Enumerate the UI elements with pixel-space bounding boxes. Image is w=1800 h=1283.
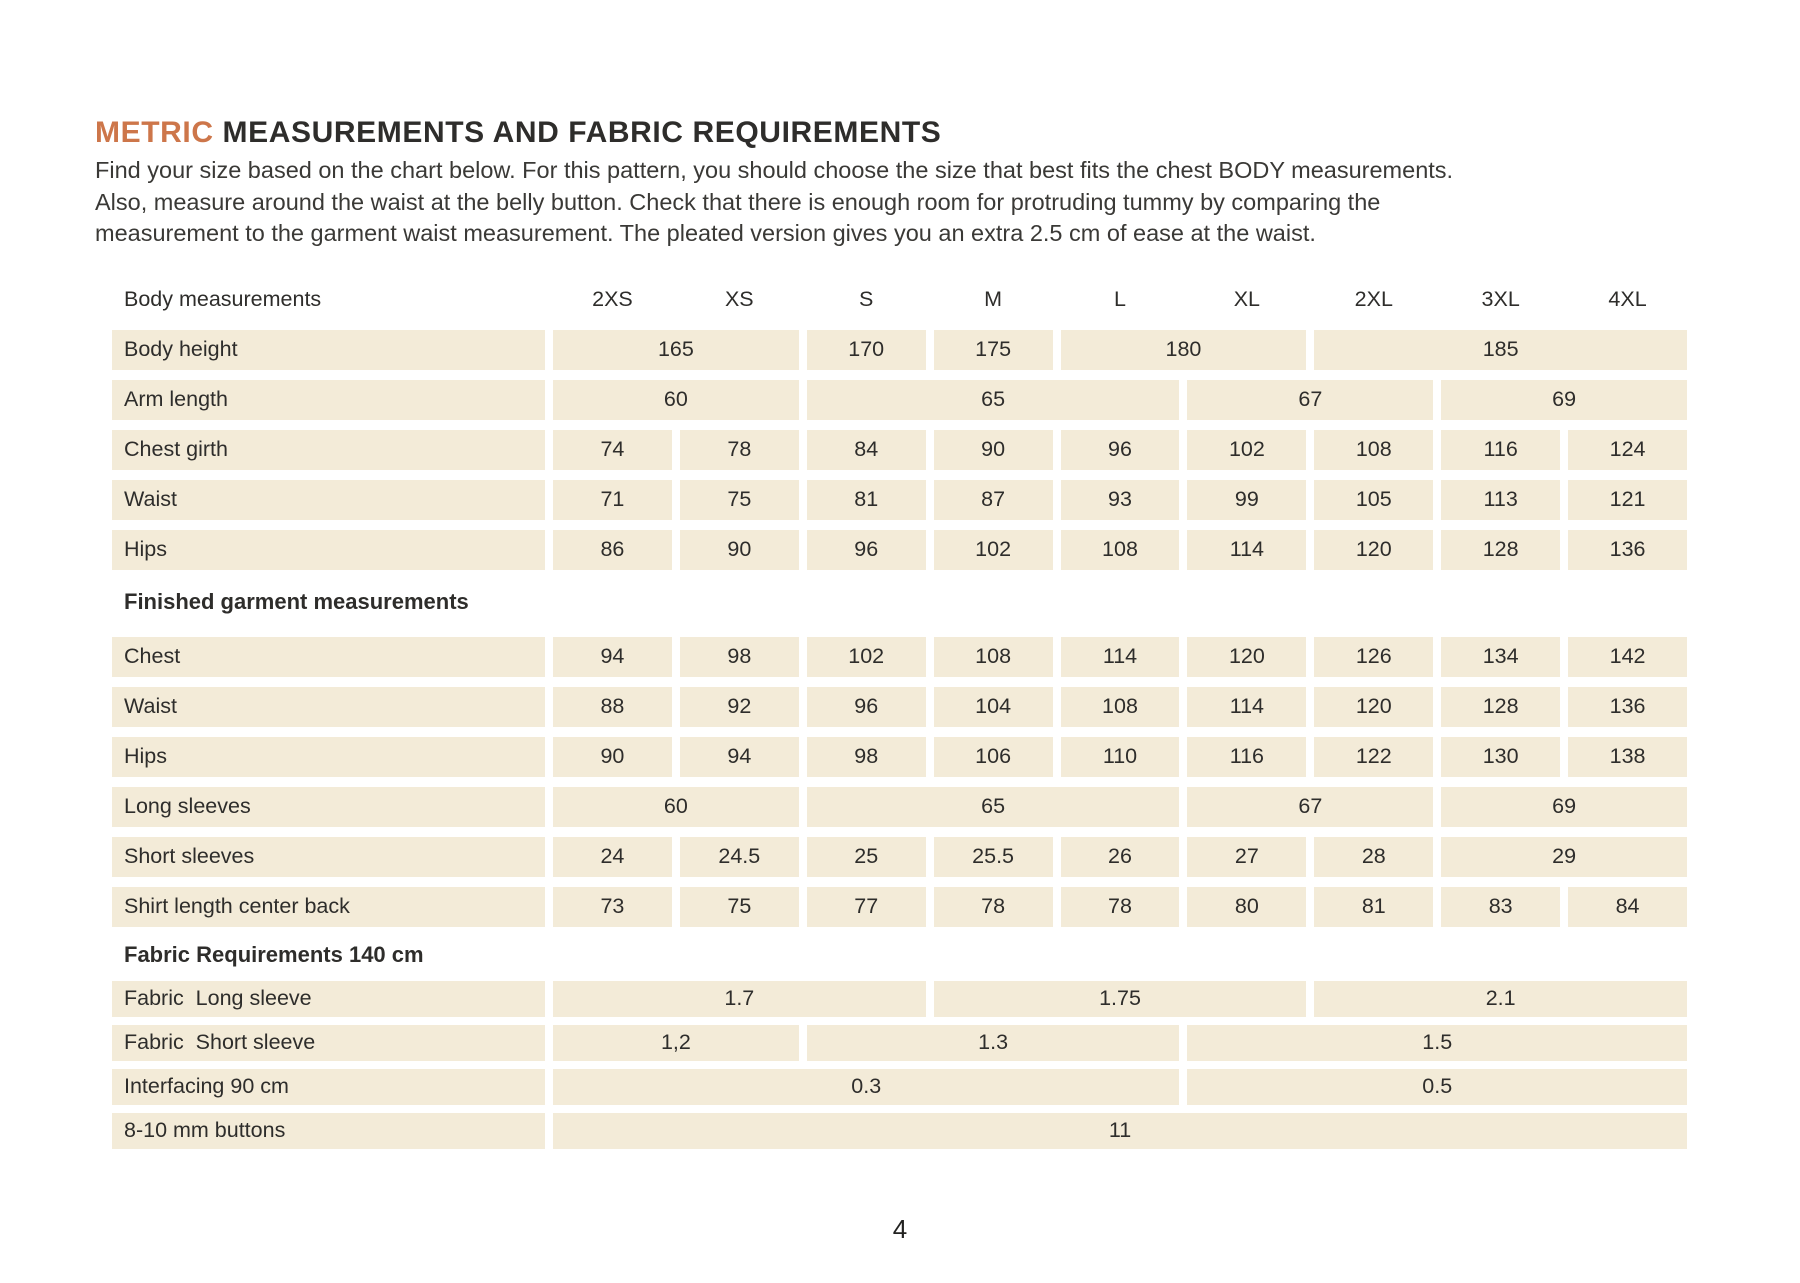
value-cell: 96 <box>807 530 926 570</box>
column-header-size-s: S <box>859 287 874 311</box>
row-label: Fabric Long sleeve <box>112 981 545 1017</box>
value-cell: 87 <box>934 480 1053 520</box>
table-row <box>112 1113 1687 1149</box>
table-row <box>112 430 1687 470</box>
value-cell: 67 <box>1187 787 1433 827</box>
value-cell: 69 <box>1441 380 1687 420</box>
row-label: Arm length <box>112 380 545 420</box>
page-title-rest: MEASUREMENTS AND FABRIC REQUIREMENTS <box>213 116 942 149</box>
value-cell: 128 <box>1441 687 1560 727</box>
value-cell: 93 <box>1061 480 1180 520</box>
value-cell: 136 <box>1568 530 1687 570</box>
value-cell: 114 <box>1061 637 1180 677</box>
table-row <box>112 1069 1687 1105</box>
value-cell: 88 <box>553 687 672 727</box>
column-header-size-2xs: 2XS <box>592 287 633 311</box>
value-cell: 28 <box>1314 837 1433 877</box>
table-row <box>112 637 1687 677</box>
value-cell: 73 <box>553 887 672 927</box>
size-chart-table <box>112 283 1687 1149</box>
column-header-size-l: L <box>1114 287 1126 311</box>
row-label: Chest girth <box>112 430 545 470</box>
value-cell: 98 <box>807 737 926 777</box>
value-cell: 1.3 <box>807 1025 1180 1061</box>
value-cell: 26 <box>1061 837 1180 877</box>
value-cell: 71 <box>553 480 672 520</box>
value-cell: 1.75 <box>934 981 1307 1017</box>
row-label: Hips <box>112 737 545 777</box>
value-cell: 67 <box>1187 380 1433 420</box>
value-cell: 138 <box>1568 737 1687 777</box>
value-cell: 81 <box>1314 887 1433 927</box>
table-row <box>112 530 1687 570</box>
table-row <box>112 1025 1687 1061</box>
value-cell: 25.5 <box>934 837 1053 877</box>
row-label: Hips <box>112 530 545 570</box>
value-cell: 78 <box>1061 887 1180 927</box>
value-cell: 65 <box>807 787 1180 827</box>
value-cell: 136 <box>1568 687 1687 727</box>
value-cell: 92 <box>680 687 799 727</box>
column-header-size-4xl: 4XL <box>1608 287 1647 311</box>
value-cell: 108 <box>1314 430 1433 470</box>
value-cell: 0.5 <box>1187 1069 1687 1105</box>
value-cell: 78 <box>680 430 799 470</box>
value-cell: 98 <box>680 637 799 677</box>
value-cell: 1.7 <box>553 981 926 1017</box>
section-heading: Fabric Requirements 140 cm <box>124 941 424 967</box>
row-label: Chest <box>112 637 545 677</box>
intro-paragraph <box>95 155 1800 250</box>
value-cell: 104 <box>934 687 1053 727</box>
value-cell: 75 <box>680 887 799 927</box>
row-label: Waist <box>112 687 545 727</box>
intro-line: Find your size based on the chart below. For this pattern, you should choose the size that best fits the chest BODY measurements. <box>95 157 1454 183</box>
table-row <box>112 787 1687 827</box>
value-cell: 134 <box>1441 637 1560 677</box>
value-cell: 116 <box>1187 737 1306 777</box>
value-cell: 1,2 <box>553 1025 799 1061</box>
value-cell: 121 <box>1568 480 1687 520</box>
row-label: Long sleeves <box>112 787 545 827</box>
value-cell: 24 <box>553 837 672 877</box>
table-row <box>112 480 1687 520</box>
value-cell: 170 <box>807 330 926 370</box>
value-cell: 126 <box>1314 637 1433 677</box>
value-cell: 65 <box>807 380 1180 420</box>
value-cell: 60 <box>553 787 799 827</box>
value-cell: 60 <box>553 380 799 420</box>
intro-line: measurement to the garment waist measurement. The pleated version gives you an extra 2.5 cm of ease at the waist. <box>95 220 1316 246</box>
table-row <box>112 887 1687 927</box>
value-cell: 86 <box>553 530 672 570</box>
value-cell: 84 <box>1568 887 1687 927</box>
value-cell: 94 <box>680 737 799 777</box>
value-cell: 81 <box>807 480 926 520</box>
value-cell: 113 <box>1441 480 1560 520</box>
row-label: Shirt length center back <box>112 887 545 927</box>
value-cell: 110 <box>1061 737 1180 777</box>
row-label: Fabric Short sleeve <box>112 1025 545 1061</box>
value-cell: 102 <box>1187 430 1306 470</box>
value-cell: 114 <box>1187 687 1306 727</box>
table-row <box>112 981 1687 1017</box>
value-cell: 105 <box>1314 480 1433 520</box>
column-header-size-xl: XL <box>1233 287 1261 311</box>
page-title-highlight: METRIC <box>95 116 214 149</box>
value-cell: 116 <box>1441 430 1560 470</box>
table-row <box>112 380 1687 420</box>
value-cell: 106 <box>934 737 1053 777</box>
value-cell: 108 <box>934 637 1053 677</box>
value-cell: 29 <box>1441 837 1687 877</box>
column-header-size-2xl: 2XL <box>1354 287 1393 311</box>
row-label: Interfacing 90 cm <box>112 1069 545 1105</box>
value-cell: 96 <box>807 687 926 727</box>
table-row <box>112 837 1687 877</box>
row-label: 8-10 mm buttons <box>112 1113 545 1149</box>
value-cell: 185 <box>1314 330 1687 370</box>
value-cell: 108 <box>1061 687 1180 727</box>
value-cell: 75 <box>680 480 799 520</box>
value-cell: 165 <box>553 330 799 370</box>
value-cell: 11 <box>553 1113 1687 1149</box>
table-row <box>112 687 1687 727</box>
value-cell: 124 <box>1568 430 1687 470</box>
value-cell: 130 <box>1441 737 1560 777</box>
value-cell: 120 <box>1314 530 1433 570</box>
column-header-size-3xl: 3XL <box>1481 287 1520 311</box>
page-title <box>95 115 1800 151</box>
row-label: Waist <box>112 480 545 520</box>
value-cell: 69 <box>1441 787 1687 827</box>
value-cell: 84 <box>807 430 926 470</box>
table-row <box>112 737 1687 777</box>
value-cell: 2.1 <box>1314 981 1687 1017</box>
value-cell: 108 <box>1061 530 1180 570</box>
value-cell: 27 <box>1187 837 1306 877</box>
value-cell: 102 <box>807 637 926 677</box>
value-cell: 120 <box>1187 637 1306 677</box>
value-cell: 0.3 <box>553 1069 1179 1105</box>
value-cell: 122 <box>1314 737 1433 777</box>
value-cell: 102 <box>934 530 1053 570</box>
section-heading: Finished garment measurements <box>124 588 469 614</box>
value-cell: 83 <box>1441 887 1560 927</box>
value-cell: 96 <box>1061 430 1180 470</box>
value-cell: 114 <box>1187 530 1306 570</box>
column-header-body-measurements: Body measurements <box>124 287 322 311</box>
value-cell: 24.5 <box>680 837 799 877</box>
value-cell: 90 <box>934 430 1053 470</box>
table-row <box>112 330 1687 370</box>
value-cell: 77 <box>807 887 926 927</box>
value-cell: 99 <box>1187 480 1306 520</box>
value-cell: 90 <box>680 530 799 570</box>
column-header-size-m: M <box>984 287 1003 311</box>
column-header-size-xs: XS <box>724 287 754 311</box>
value-cell: 90 <box>553 737 672 777</box>
value-cell: 80 <box>1187 887 1306 927</box>
value-cell: 180 <box>1061 330 1307 370</box>
value-cell: 78 <box>934 887 1053 927</box>
intro-line: Also, measure around the waist at the belly button. Check that there is enough room for protruding tummy by comparing the <box>95 188 1381 215</box>
value-cell: 74 <box>553 430 672 470</box>
value-cell: 128 <box>1441 530 1560 570</box>
value-cell: 120 <box>1314 687 1433 727</box>
value-cell: 25 <box>807 837 926 877</box>
page-number: 4 <box>892 1214 908 1244</box>
row-label: Body height <box>112 330 545 370</box>
table-header-row <box>112 283 1687 317</box>
value-cell: 175 <box>934 330 1053 370</box>
value-cell: 142 <box>1568 637 1687 677</box>
value-cell: 94 <box>553 637 672 677</box>
row-label: Short sleeves <box>112 837 545 877</box>
value-cell: 1.5 <box>1187 1025 1687 1061</box>
